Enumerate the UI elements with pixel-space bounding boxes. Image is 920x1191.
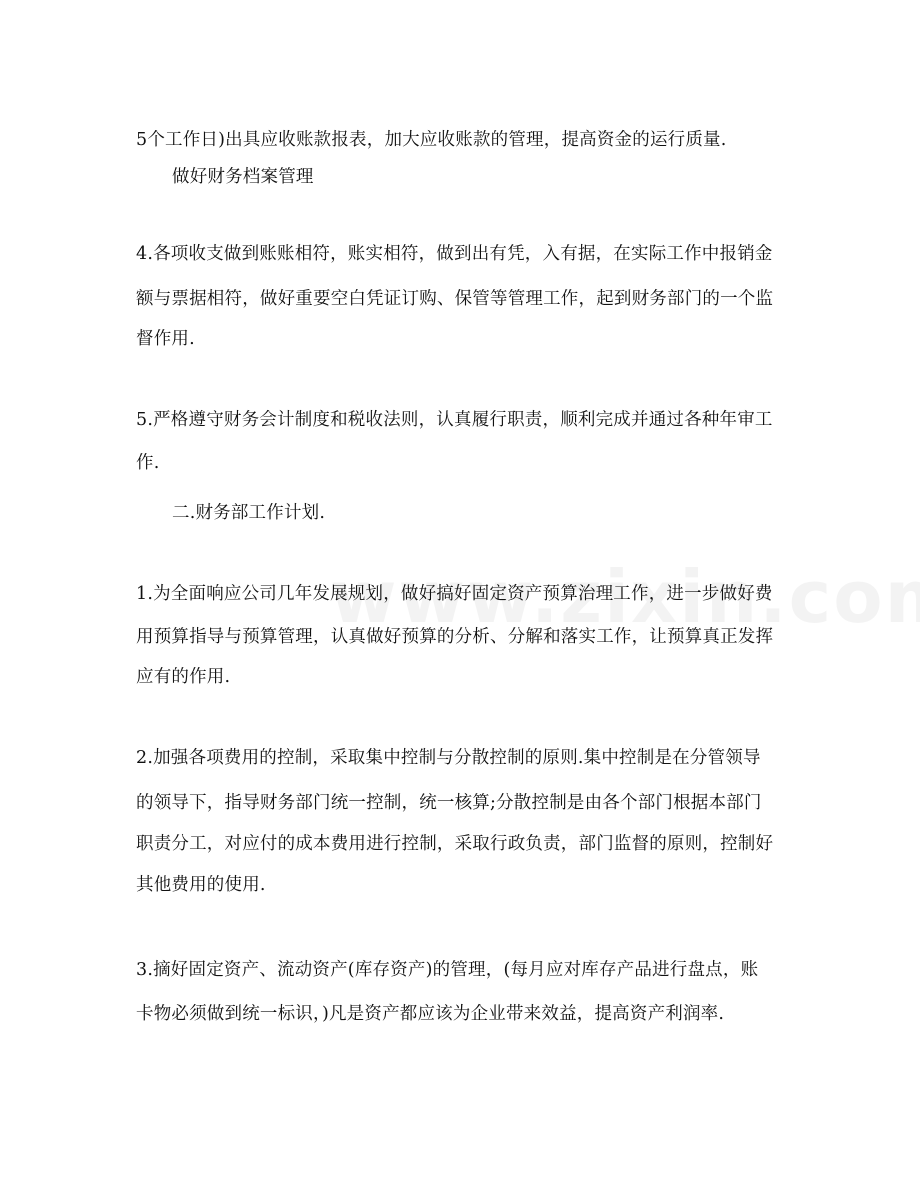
text-line: 1.为全面响应公司几年发展规划，做好搞好固定资产预算治理工作，进一步做好费	[136, 584, 773, 604]
text-line: 2.加强各项费用的控制，采取集中控制与分散控制的原则.集中控制是在分管领导	[136, 748, 761, 768]
text-line: 督作用.	[136, 329, 195, 349]
text-line: 作.	[136, 453, 160, 473]
text-line: 额与票据相符，做好重要空白凭证订购、保管等管理工作，起到财务部门的一个监	[136, 289, 774, 309]
text-line: 3.摘好固定资产、流动资产(库存资产)的管理，(每月应对库存产品进行盘点，账	[136, 960, 759, 980]
text-line: 用预算指导与预算管理，认真做好预算的分析、分解和落实工作，让预算真正发挥	[136, 627, 774, 647]
text-line: 的领导下，指导财务部门统一控制，统一核算;分散控制是由各个部门根据本部门	[136, 793, 762, 813]
text-line: 5个工作日)出具应收账款报表，加大应收账款的管理，提高资金的运行质量.	[136, 130, 727, 150]
text-line: 4.各项收支做到账账相符，账实相符，做到出有凭，入有据，在实际工作中报销金	[136, 244, 773, 264]
text-line: 应有的作用.	[136, 667, 231, 687]
text-line: 卡物必须做到统一标识，)凡是资产都应该为企业带来效益，提高资产利润率.	[136, 1004, 725, 1024]
section-heading: 二.财务部工作计划.	[172, 503, 326, 523]
section-heading: 做好财务档案管理	[172, 167, 314, 187]
text-line: 其他费用的使用.	[136, 875, 266, 895]
text-line: 职责分工，对应付的成本费用进行控制，采取行政负责，部门监督的原则，控制好	[136, 834, 774, 854]
text-line: 5.严格遵守财务会计制度和税收法则，认真履行职责，顺利完成并通过各种年审工	[136, 410, 773, 430]
